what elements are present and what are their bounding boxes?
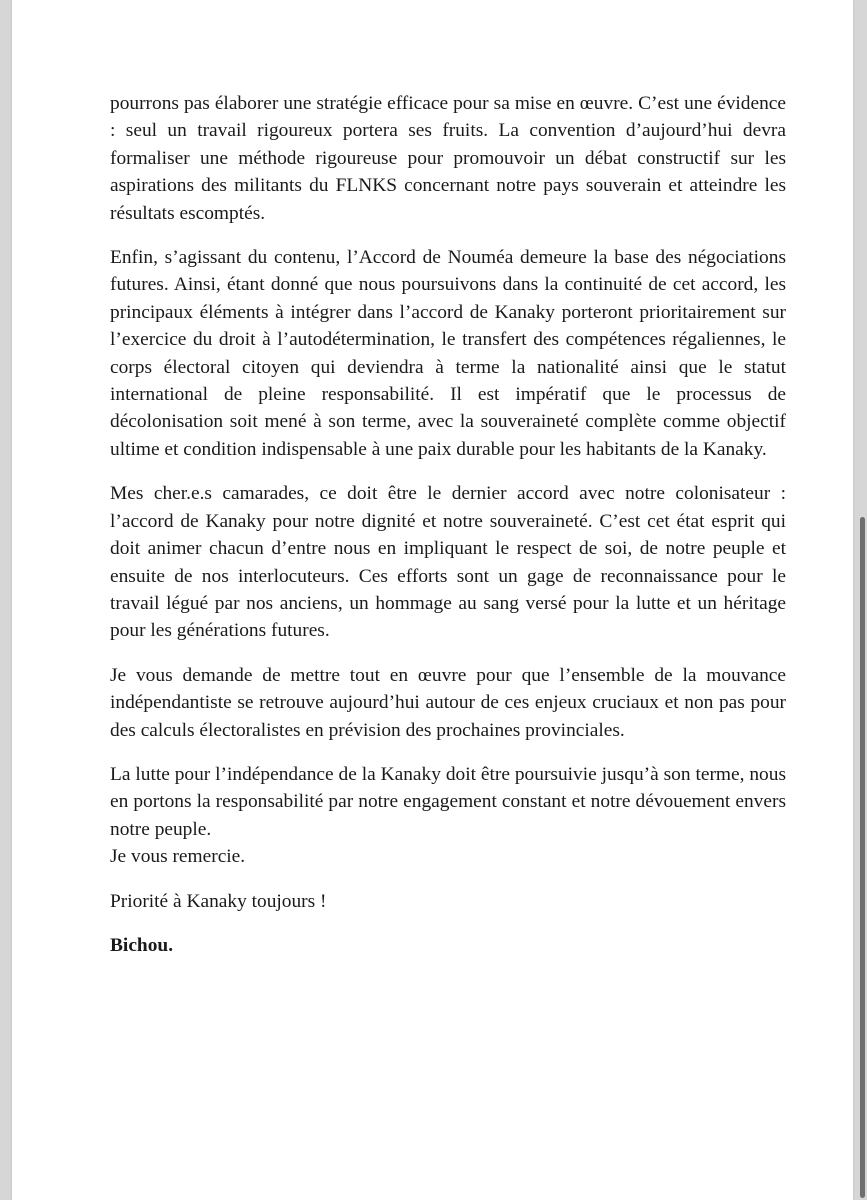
closing-line: Priorité à Kanaky toujours ! (110, 890, 327, 912)
paragraph-independence: La lutte pour l’indépendance de la Kanaky doit être poursuivie jusqu’à son terme, nous en portons la responsabilité par notre engagement constant et notre dévouement envers notre peuple. (110, 763, 786, 840)
document-body (110, 90, 786, 959)
vertical-scrollbar[interactable] (860, 517, 865, 1198)
paragraph-noumea-accord: Enfin, s’agissant du contenu, l’Accord de Nouméa demeure la base des négociations futures. Ainsi, étant donné que nous poursuivons dans la continuité de cet accord, les principaux éléments à intégrer dans l’accord de Kanaky porteront prioritairement sur l’exercice du droit à l’autodétermination, le transfert des compétences régaliennes, le corps électoral citoyen qui deviendra à terme la nationalité ainsi que le statut international de pleine responsabilité. Il est impératif que le processus de décolonisation soit mené à son terme, avec la souveraineté complète comme objectif ultime et condition indispensable à une paix durable pour les habitants de la Kanaky. (110, 247, 786, 460)
document-page (12, 0, 853, 1200)
signature: Bichou. (110, 934, 174, 956)
paragraph-comrades: Mes cher.e.s camarades, ce doit être le dernier accord avec notre colonisateur : l’accord de Kanaky pour notre dignité et notre souveraineté. C’est cet état esprit qui doit animer chacun d’entre nous en impliquant le respect de soi, de notre peuple et ensuite de nos interlocuteurs. Ces efforts sont un gage de reconnaissance pour le travail légué par nos anciens, un hommage au sang versé pour la lutte et un héritage pour les générations futures. (110, 483, 786, 642)
paragraph-strategy: pourrons pas élaborer une stratégie efficace pour sa mise en œuvre. C’est une évidence : seul un travail rigoureux portera ses fruits. La convention d’aujourd’hui devra formaliser une méthode rigoureuse pour promouvoir un débat constructif sur les aspirations des militants du FLNKS concernant notre pays souverain et atteindre les résultats escomptés. (110, 93, 786, 224)
thanks-line: Je vous remercie. (110, 846, 246, 868)
paragraph-mobilisation: Je vous demande de mettre tout en œuvre pour que l’ensemble de la mouvance indépendantiste se retrouve aujourd’hui autour de ces enjeux cruciaux et non pas pour des calculs électoralistes en prévision des prochaines provinciales. (110, 664, 786, 741)
